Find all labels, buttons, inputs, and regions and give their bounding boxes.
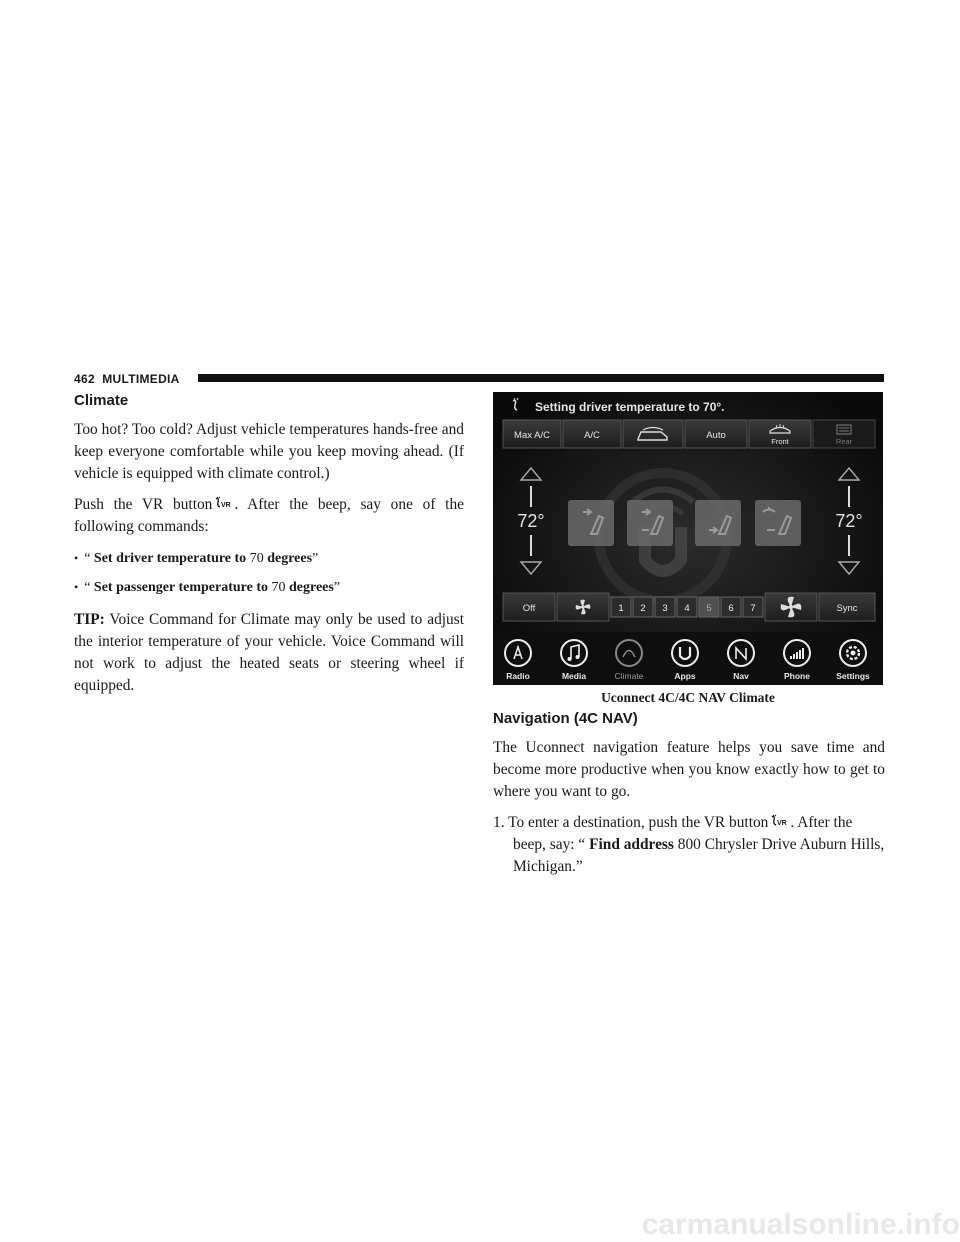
- fan-speed-2-label: 2: [640, 603, 646, 614]
- max-ac-label: Max A/C: [514, 430, 550, 441]
- ac-label: A/C: [584, 430, 600, 441]
- rear-label: Rear: [835, 437, 853, 446]
- svg-text:Phone: Phone: [784, 671, 810, 681]
- recirculation-button[interactable]: [623, 420, 683, 448]
- vr-button-icon-nav: [770, 814, 788, 828]
- auto-label: Auto: [706, 430, 726, 441]
- mode-mix-button[interactable]: [755, 500, 801, 546]
- front-label: Front: [771, 437, 789, 446]
- figure-caption: Uconnect 4C/4C NAV Climate: [601, 690, 775, 705]
- vr-button-icon: [214, 496, 232, 510]
- svg-text:VR: VR: [777, 820, 788, 827]
- command-passenger: • “ Set passenger temperature to 70 degrees”: [74, 580, 341, 595]
- svg-text:Nav: Nav: [733, 671, 749, 681]
- fan-speed-5-label: 5: [706, 603, 712, 614]
- climate-intro: Too hot? Too cold? Adjust vehicle temperatures hands-free and keep everyone comfortable while you keep moving ahead. (If vehicle is equipped with climate control.): [74, 421, 464, 482]
- svg-text:Climate: Climate: [614, 671, 644, 681]
- driver-temp-value: 72°: [517, 511, 545, 531]
- passenger-temp-value: 72°: [835, 511, 863, 531]
- screen-graphic: [493, 392, 883, 685]
- svg-text:Radio: Radio: [506, 671, 530, 681]
- navigation-heading: Navigation (4C NAV): [493, 710, 638, 727]
- sync-label: Sync: [836, 603, 858, 614]
- voice-status-bar: [513, 398, 725, 414]
- mode-bilevel-button[interactable]: [627, 500, 673, 546]
- page-header: [74, 372, 884, 386]
- navigation-section: [493, 710, 885, 878]
- header-rule: [198, 374, 884, 382]
- page-number-section: 462 MULTIMEDIA: [74, 372, 180, 386]
- climate-heading: Climate: [74, 392, 129, 409]
- bottom-nav-bar: [493, 632, 883, 685]
- command-driver: • “ Set driver temperature to 70 degrees”: [74, 551, 319, 566]
- navigation-steps: [493, 812, 885, 878]
- watermark: carmanualsonline.info: [641, 1208, 960, 1241]
- off-label: Off: [522, 603, 536, 614]
- navigation-intro: The Uconnect navigation feature helps you save time and become more productive when you know exactly how to get to where you want to go.: [493, 739, 885, 800]
- svg-text:VR: VR: [221, 502, 232, 509]
- fan-speed-1-label: 1: [618, 603, 624, 614]
- svg-text:Media: Media: [561, 671, 587, 681]
- mode-floor-button[interactable]: [695, 500, 741, 546]
- tip-paragraph: TIP: Voice Command for Climate may only be used to adjust the interior temperature of your vehicle. Voice Command will not work to adjust the heated seats or steering wheel if equipped.: [74, 611, 464, 694]
- fan-speed-3-label: 3: [662, 603, 668, 614]
- fan-speed-selector: [611, 597, 763, 617]
- climate-section: [74, 392, 464, 706]
- fan-speed-6-label: 6: [728, 603, 734, 614]
- command-list: [74, 547, 464, 599]
- fan-row: [503, 593, 875, 621]
- svg-text:Settings: Settings: [836, 671, 870, 681]
- svg-text:Apps: Apps: [674, 671, 696, 681]
- status-text: Setting driver temperature to 70°.: [535, 400, 725, 414]
- mode-panel-button[interactable]: [568, 500, 614, 546]
- fan-speed-4-label: 4: [684, 603, 690, 614]
- navigation-step-1: 1. To enter a destination, push the VR button VR . After the beep, say: “ Find address 800 Chrysler Drive Auburn Hills, Michigan.”: [493, 814, 885, 875]
- climate-push-instruction: Push the VR button VR . After the beep, say one of the following commands:: [74, 496, 464, 535]
- uconnect-climate-screen: [493, 392, 883, 685]
- fan-speed-7-label: 7: [750, 603, 756, 614]
- top-buttons-row: [503, 420, 875, 448]
